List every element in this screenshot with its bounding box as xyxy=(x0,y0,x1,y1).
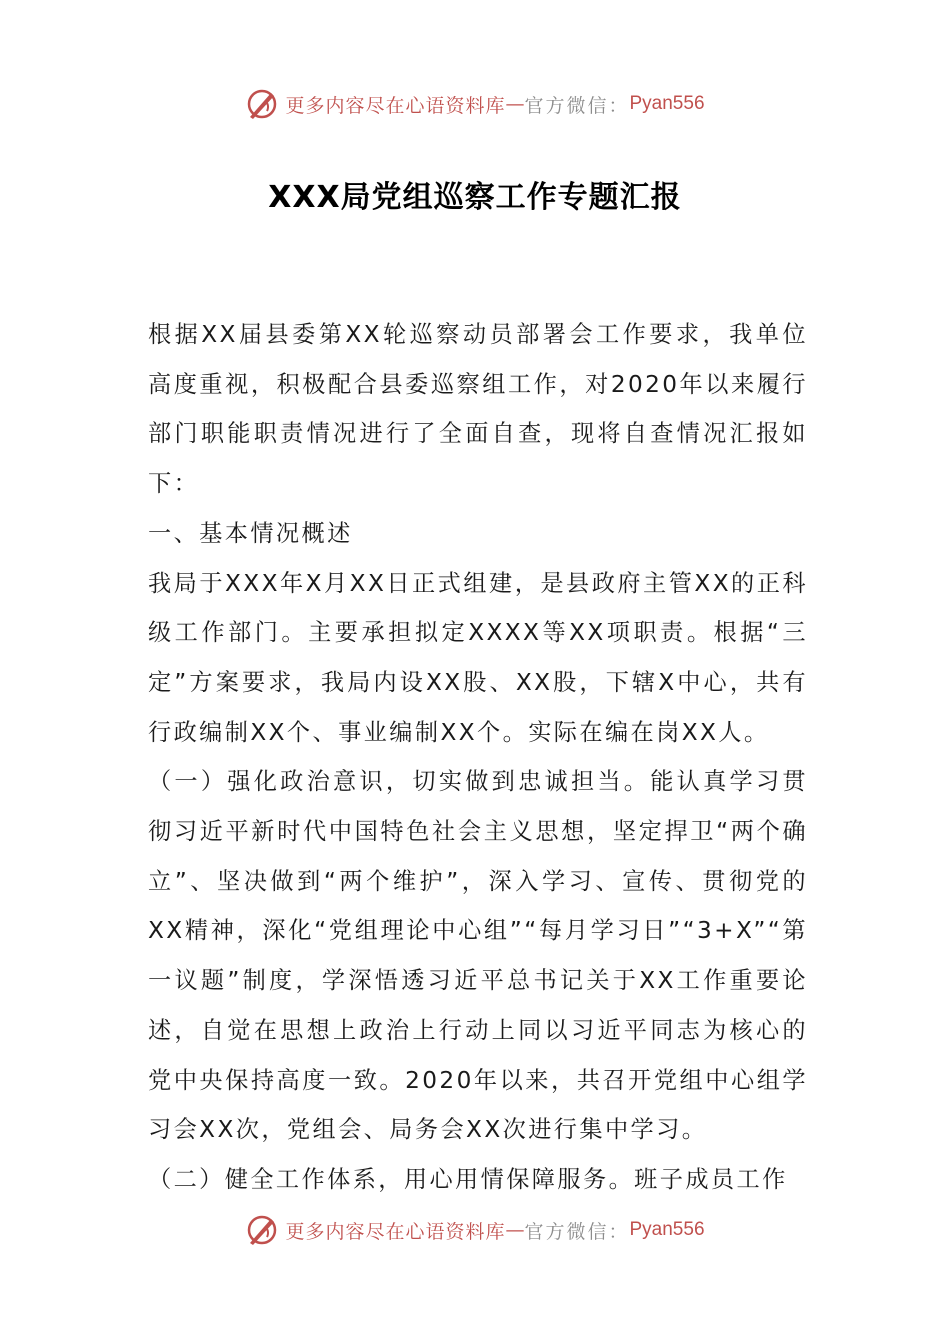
watermark-contact-label: 官方微信： xyxy=(524,1220,630,1243)
document-title: XXX局党组巡察工作专题汇报 xyxy=(268,180,682,215)
footer-watermark xyxy=(0,1210,950,1250)
watermark-dash: — xyxy=(505,93,525,115)
section-heading-basic-overview: 一、基本情况概述 xyxy=(148,519,353,547)
watermark-site-text: 更多内容尽在心语资料库 xyxy=(285,1220,506,1243)
watermark-site-text: 更多内容尽在心语资料库 xyxy=(285,94,506,117)
pen-in-circle-icon xyxy=(245,1213,279,1247)
header-watermark xyxy=(0,84,950,124)
watermark-contact-id: Pyan556 xyxy=(629,1219,705,1240)
paragraph-political-awareness: （一）强化政治意识，切实做到忠诚担当。能认真学习贯彻习近平新时代中国特色社会主义思想，坚定捍卫“两个确立”、坚决做到“两个维护”，深入学习、宣传、贯彻党的XX精神，深化“党组理论中心组”“每月学习日”“3+X”“第一议题”制度，学深悟透习近平总书记关于XX工作重要论述，自觉在思想上政治上行动上同以习近平同志为核心的党中央保持高度一致。2020年以来，共召开党组中心组学习会XX次，党组会、局务会XX次进行集中学习。 xyxy=(148,768,808,1144)
pen-in-circle-icon xyxy=(245,87,279,121)
paragraph-intro: 根据XX届县委第XX轮巡察动员部署会工作要求，我单位高度重视，积极配合县委巡察组工作，对2020年以来履行部门职能职责情况进行了全面自查，现将自查情况汇报如下： xyxy=(148,321,808,498)
watermark-contact-id: Pyan556 xyxy=(629,93,705,114)
paragraph-work-system: （二）健全工作体系，用心用情保障服务。班子成员工作 xyxy=(148,1165,788,1193)
watermark-dash: — xyxy=(505,1219,525,1241)
watermark-contact-label: 官方微信： xyxy=(524,94,630,117)
document-body xyxy=(148,310,808,1205)
paragraph-organization: 我局于XXX年X月XX日正式组建，是县政府主管XX的正科级工作部门。主要承担拟定XXXX等XX项职责。根据“三定”方案要求，我局内设XX股、XX股，下辖X中心，共有行政编制XX个、事业编制XX个。实际在编在岗XX人。 xyxy=(148,569,808,746)
